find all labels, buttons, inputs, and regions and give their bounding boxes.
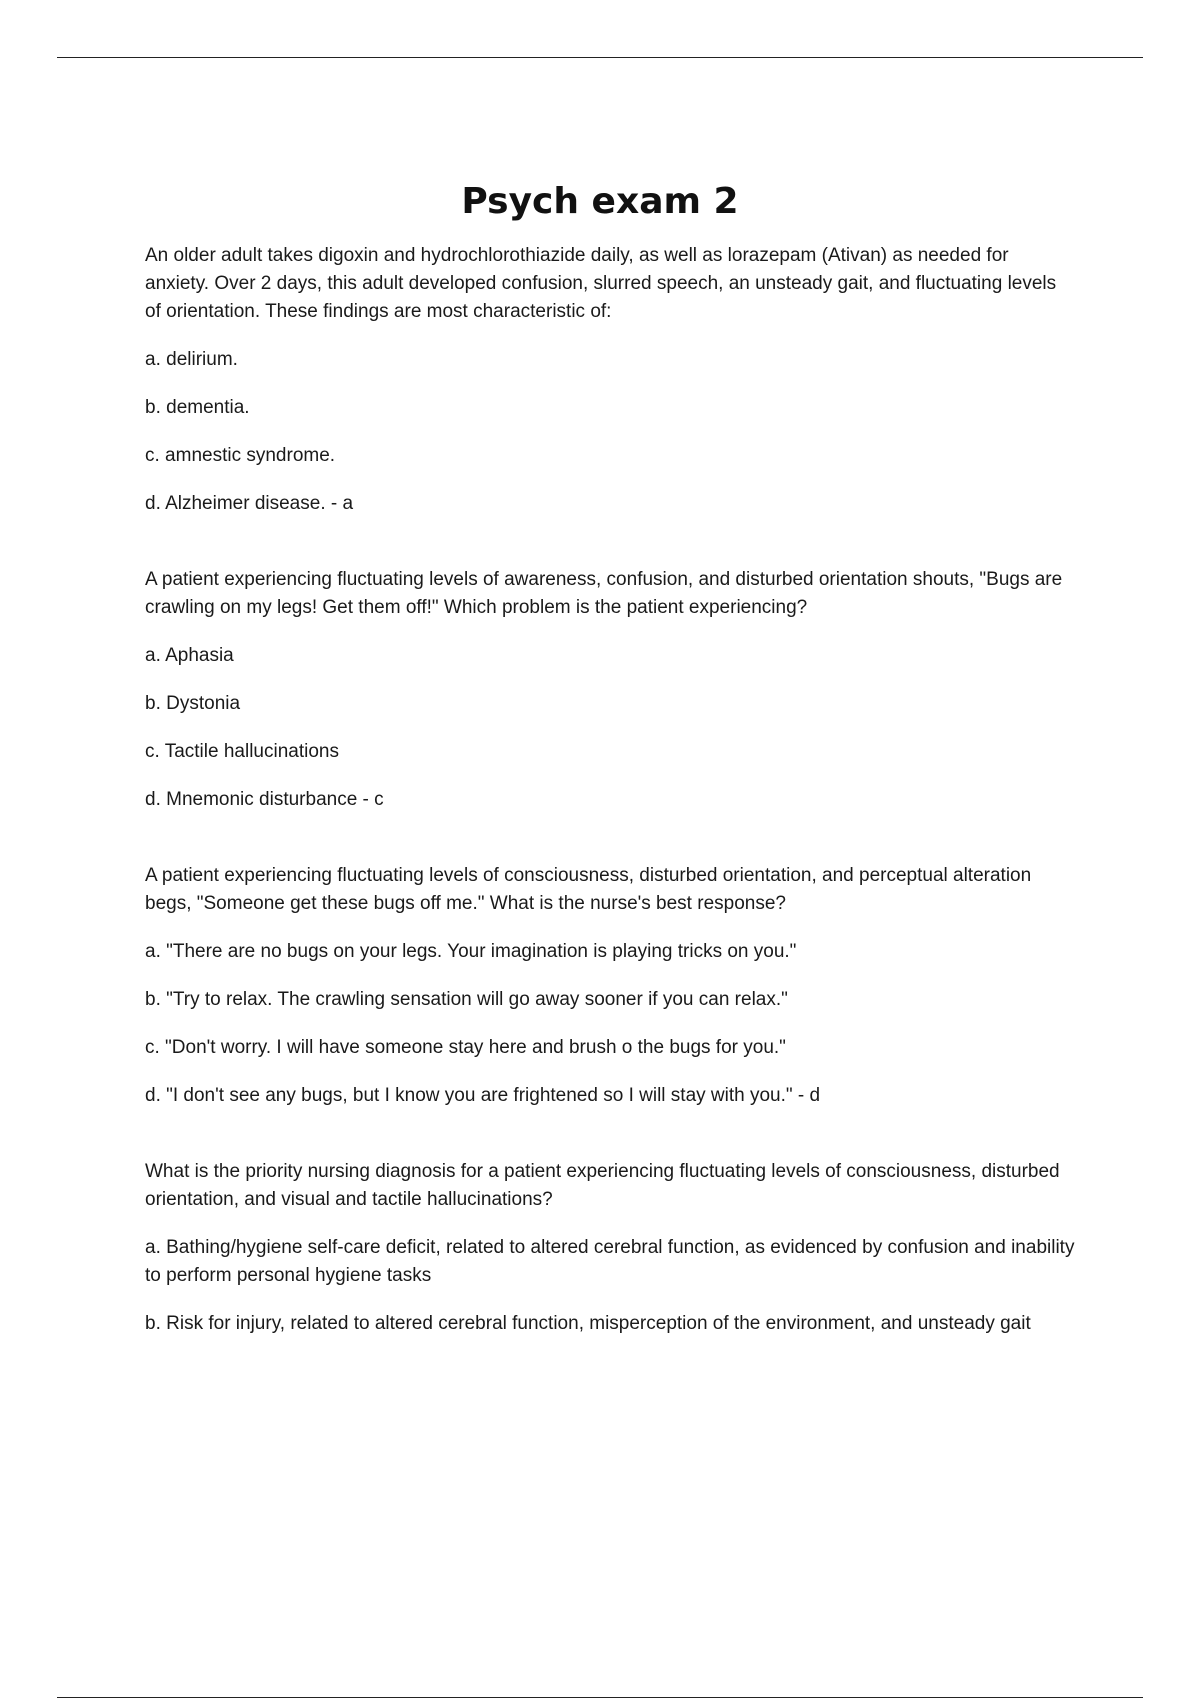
question-stem: What is the priority nursing diagnosis for a patient experiencing fluctuating levels of consciousness, disturbed orientation, and visual and tactile hallucinations? [145, 1161, 1060, 1210]
answer-option: d. Alzheimer disease. - a [145, 493, 354, 514]
answer-option: b. Risk for injury, related to altered cerebral function, misperception of the environment, and unsteady gait [145, 1313, 1031, 1334]
answer-option: b. dementia. [145, 397, 250, 418]
answer-option: c. "Don't worry. I will have someone stay here and brush o the bugs for you." [145, 1037, 786, 1058]
answer-option: b. "Try to relax. The crawling sensation will go away sooner if you can relax." [145, 989, 788, 1010]
answer-option: c. Tactile hallucinations [145, 741, 339, 762]
question-stem: A patient experiencing fluctuating levels of awareness, confusion, and disturbed orientation shouts, "Bugs are crawling on my legs! Get them off!" Which problem is the patient experiencing? [145, 569, 1063, 618]
answer-option: a. Aphasia [145, 645, 234, 666]
answer-option: a. Bathing/hygiene self-care deficit, related to altered cerebral function, as evidenced by confusion and inability to perform personal hygiene tasks [145, 1237, 1075, 1286]
answer-option: d. "I don't see any bugs, but I know you are frightened so I will stay with you." - d [145, 1085, 821, 1106]
answer-option: a. "There are no bugs on your legs. Your imagination is playing tricks on you." [145, 941, 797, 962]
bottom-rule [57, 1697, 1143, 1698]
question-stem: A patient experiencing fluctuating levels of consciousness, disturbed orientation, and perceptual alteration begs, "Someone get these bugs off me." What is the nurse's best response? [145, 865, 1032, 914]
answer-option: b. Dystonia [145, 693, 241, 714]
answer-option: a. delirium. [145, 349, 238, 370]
question-stem: An older adult takes digoxin and hydrochlorothiazide daily, as well as lorazepam (Ativan) as needed for anxiety. Over 2 days, this adult developed confusion, slurred speech, an unsteady gait, and fluctuating levels of orientation. These findings are most characteristic of: [145, 245, 1057, 322]
document-title: Psych exam 2 [461, 181, 739, 222]
question-block [145, 566, 1075, 814]
top-rule [57, 57, 1143, 58]
answer-option: d. Mnemonic disturbance - c [145, 789, 384, 810]
question-block [145, 242, 1075, 518]
answer-option: c. amnestic syndrome. [145, 445, 336, 466]
question-list [145, 242, 1075, 1338]
question-block [145, 862, 1075, 1110]
question-block [145, 1158, 1075, 1338]
